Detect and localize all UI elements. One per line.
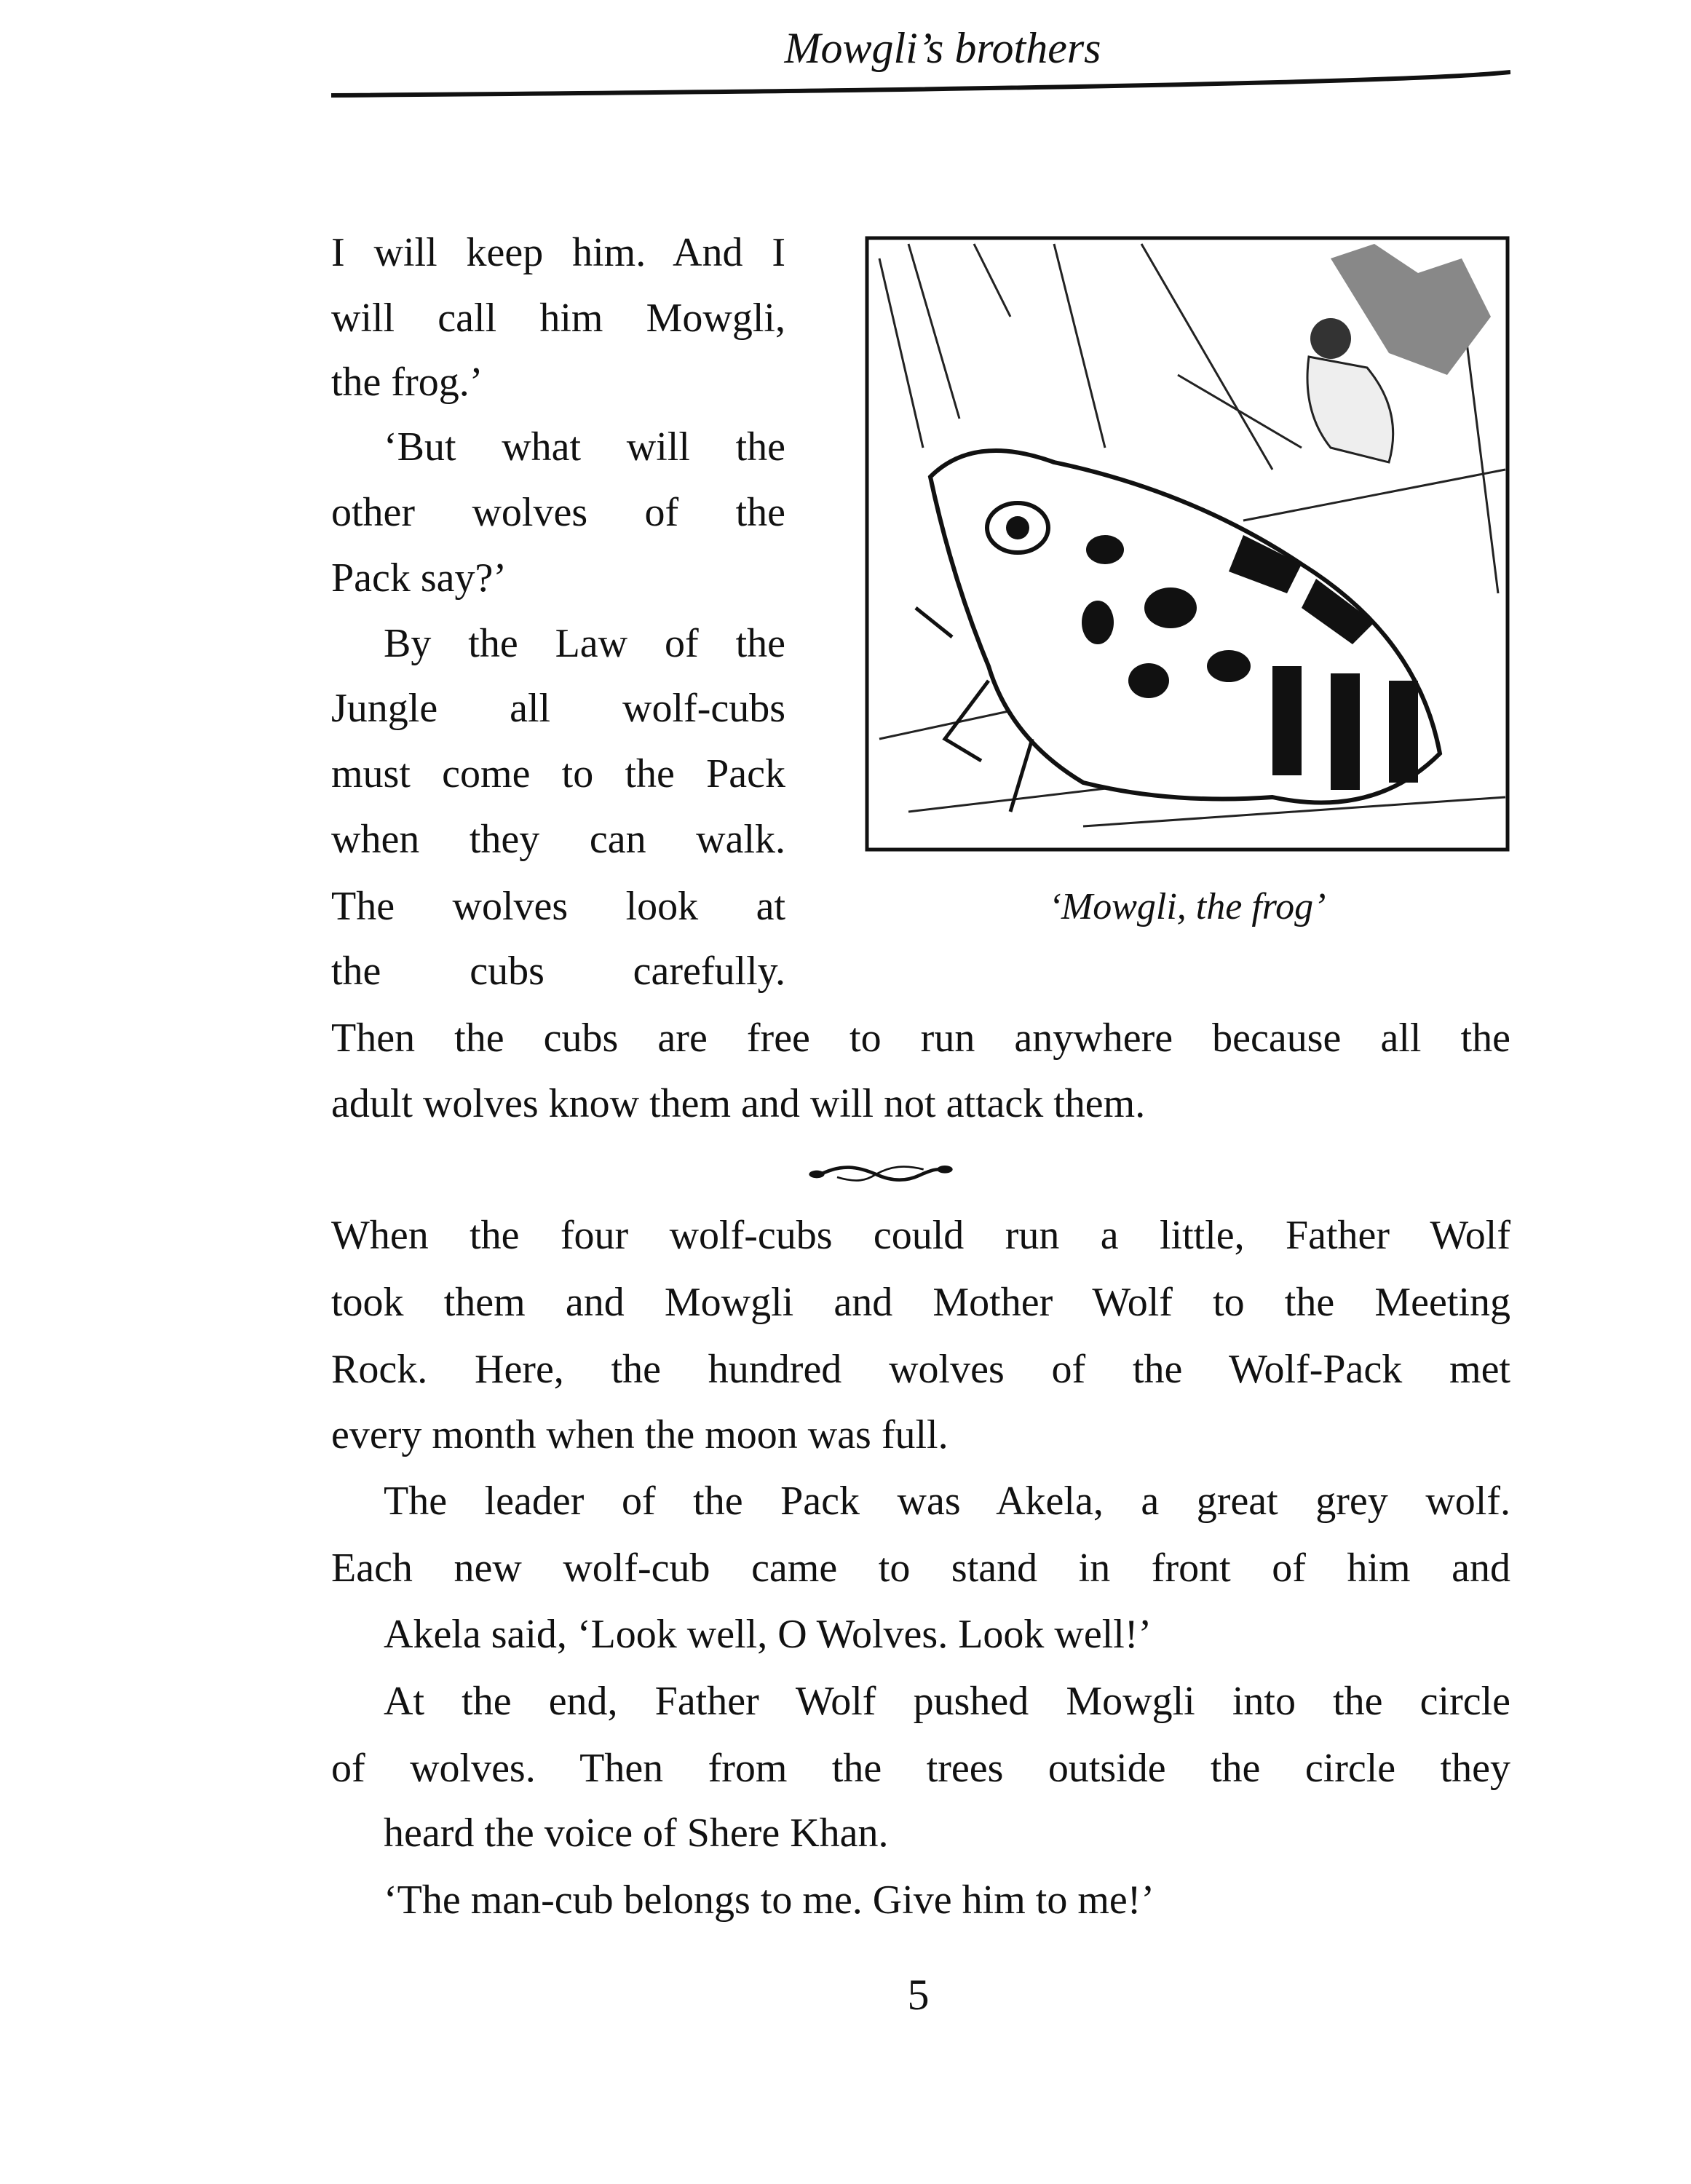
text-line: The leader of the Pack was Akela, a great grey wolf. <box>384 1479 1510 1524</box>
text-line: the cubs carefully. <box>331 949 785 994</box>
header-rule <box>331 69 1510 98</box>
section-break-ornament <box>808 1158 954 1194</box>
text-line: At the end, Father Wolf pushed Mowgli into the circle <box>384 1679 1510 1724</box>
text-line: Each new wolf-cub came to stand in front of him and <box>331 1546 1510 1591</box>
text-line: took them and Mowgli and Mother Wolf to the Meeting <box>331 1280 1510 1325</box>
text-line: Jungle all wolf-cubs <box>331 686 785 731</box>
text-line: ‘The man-cub belongs to me. Give him to me!’ <box>384 1878 1155 1923</box>
text-line: By the Law of the <box>384 621 785 666</box>
text-line: ‘But what will the <box>384 424 785 470</box>
text-line: Akela said, ‘Look well, O Wolves. Look well!’ <box>384 1612 1152 1657</box>
text-line: Then the cubs are free to run anywhere because all the <box>331 1016 1510 1061</box>
running-header: Mowgli’s brothers <box>784 24 1101 72</box>
text-line: I will keep him. And I <box>331 230 785 275</box>
text-line: the frog.’ <box>331 360 483 405</box>
text-line: of wolves. Then from the trees outside the circle they <box>331 1746 1510 1791</box>
text-line: The wolves look at <box>331 884 785 929</box>
text-line: Rock. Here, the hundred wolves of the Wolf-Pack met <box>331 1347 1510 1392</box>
text-line: will call him Mowgli, <box>331 296 785 341</box>
text-line: other wolves of the <box>331 490 785 535</box>
text-line: every month when the moon was full. <box>331 1412 949 1457</box>
figure-caption: ‘Mowgli, the frog’ <box>1048 886 1326 927</box>
text-line: when they can walk. <box>331 817 785 862</box>
illustration-mowgli-frog <box>865 229 1510 852</box>
page-number: 5 <box>907 1971 930 2019</box>
text-line: must come to the Pack <box>331 751 785 796</box>
text-line: heard the voice of Shere Khan. <box>384 1811 889 1856</box>
text-line: When the four wolf-cubs could run a little, Father Wolf <box>331 1213 1510 1258</box>
text-line: adult wolves know them and will not attack them. <box>331 1081 1146 1126</box>
text-line: Pack say?’ <box>331 555 507 601</box>
